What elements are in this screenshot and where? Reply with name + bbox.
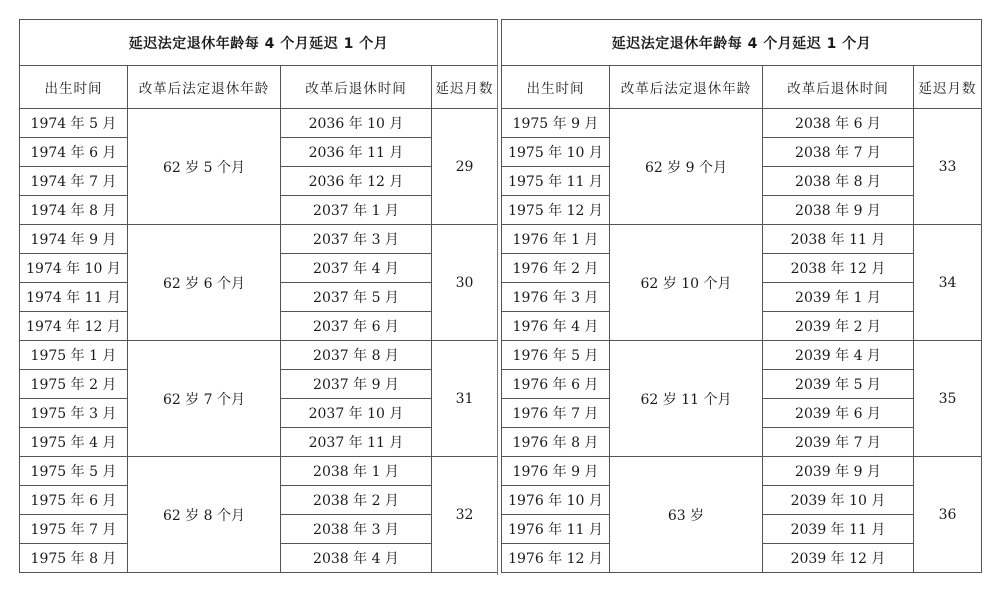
retirement-time-cell: 2036 年 12 月 xyxy=(281,167,432,196)
birth-time-cell: 1974 年 12 月 xyxy=(20,312,128,341)
table-row xyxy=(502,341,982,370)
header-retirement-time: 改革后退休时间 xyxy=(281,66,432,109)
birth-time-cell: 1975 年 3 月 xyxy=(20,399,128,428)
birth-time-cell: 1976 年 9 月 xyxy=(502,457,610,486)
delay-months-cell: 32 xyxy=(432,457,498,573)
delay-months-cell: 36 xyxy=(914,457,982,573)
table-title: 延迟法定退休年龄每 4 个月延迟 1 个月 xyxy=(502,20,982,66)
retirement-age-cell: 62 岁 11 个月 xyxy=(610,341,763,457)
header-row xyxy=(502,66,982,109)
retirement-age-cell: 62 岁 5 个月 xyxy=(128,109,281,225)
table-row xyxy=(502,457,982,486)
retirement-time-cell: 2037 年 8 月 xyxy=(281,341,432,370)
birth-time-cell: 1975 年 4 月 xyxy=(20,428,128,457)
birth-time-cell: 1975 年 7 月 xyxy=(20,515,128,544)
retirement-time-cell: 2036 年 10 月 xyxy=(281,109,432,138)
table-title: 延迟法定退休年龄每 4 个月延迟 1 个月 xyxy=(20,20,498,66)
retirement-time-cell: 2037 年 3 月 xyxy=(281,225,432,254)
birth-time-cell: 1976 年 5 月 xyxy=(502,341,610,370)
header-birth-time: 出生时间 xyxy=(20,66,128,109)
header-delay-months: 延迟月数 xyxy=(432,66,498,109)
birth-time-cell: 1975 年 12 月 xyxy=(502,196,610,225)
birth-time-cell: 1975 年 5 月 xyxy=(20,457,128,486)
birth-time-cell: 1974 年 9 月 xyxy=(20,225,128,254)
birth-time-cell: 1976 年 6 月 xyxy=(502,370,610,399)
retirement-time-cell: 2039 年 7 月 xyxy=(763,428,914,457)
birth-time-cell: 1976 年 7 月 xyxy=(502,399,610,428)
title-row xyxy=(502,20,982,66)
retirement-table xyxy=(19,19,498,573)
retirement-time-cell: 2038 年 8 月 xyxy=(763,167,914,196)
birth-time-cell: 1975 年 2 月 xyxy=(20,370,128,399)
table-row xyxy=(502,109,982,138)
birth-time-cell: 1975 年 10 月 xyxy=(502,138,610,167)
retirement-age-cell: 62 岁 6 个月 xyxy=(128,225,281,341)
header-delay-months: 延迟月数 xyxy=(914,66,982,109)
right-panel xyxy=(501,19,982,573)
birth-time-cell: 1974 年 6 月 xyxy=(20,138,128,167)
birth-time-cell: 1976 年 10 月 xyxy=(502,486,610,515)
birth-time-cell: 1974 年 11 月 xyxy=(20,283,128,312)
retirement-time-cell: 2039 年 9 月 xyxy=(763,457,914,486)
retirement-time-cell: 2039 年 5 月 xyxy=(763,370,914,399)
retirement-age-cell: 62 岁 9 个月 xyxy=(610,109,763,225)
retirement-time-cell: 2038 年 2 月 xyxy=(281,486,432,515)
retirement-time-cell: 2038 年 9 月 xyxy=(763,196,914,225)
birth-time-cell: 1976 年 12 月 xyxy=(502,544,610,573)
retirement-time-cell: 2038 年 4 月 xyxy=(281,544,432,573)
header-retirement-age: 改革后法定退休年龄 xyxy=(128,66,281,109)
birth-time-cell: 1975 年 1 月 xyxy=(20,341,128,370)
delay-months-cell: 33 xyxy=(914,109,982,225)
table-row xyxy=(502,225,982,254)
delay-months-cell: 35 xyxy=(914,341,982,457)
birth-time-cell: 1976 年 2 月 xyxy=(502,254,610,283)
table-row xyxy=(20,457,498,486)
retirement-time-cell: 2037 年 5 月 xyxy=(281,283,432,312)
retirement-time-cell: 2038 年 1 月 xyxy=(281,457,432,486)
birth-time-cell: 1974 年 5 月 xyxy=(20,109,128,138)
birth-time-cell: 1976 年 4 月 xyxy=(502,312,610,341)
delay-months-cell: 34 xyxy=(914,225,982,341)
title-row xyxy=(20,20,498,66)
table-row xyxy=(20,341,498,370)
retirement-time-cell: 2039 年 10 月 xyxy=(763,486,914,515)
birth-time-cell: 1974 年 10 月 xyxy=(20,254,128,283)
panel-divider xyxy=(497,19,498,575)
header-row xyxy=(20,66,498,109)
birth-time-cell: 1975 年 9 月 xyxy=(502,109,610,138)
retirement-time-cell: 2037 年 6 月 xyxy=(281,312,432,341)
retirement-time-cell: 2038 年 12 月 xyxy=(763,254,914,283)
retirement-age-cell: 63 岁 xyxy=(610,457,763,573)
birth-time-cell: 1975 年 6 月 xyxy=(20,486,128,515)
retirement-time-cell: 2039 年 6 月 xyxy=(763,399,914,428)
retirement-time-cell: 2037 年 4 月 xyxy=(281,254,432,283)
retirement-time-cell: 2039 年 2 月 xyxy=(763,312,914,341)
birth-time-cell: 1976 年 1 月 xyxy=(502,225,610,254)
retirement-table xyxy=(501,19,982,573)
retirement-age-cell: 62 岁 7 个月 xyxy=(128,341,281,457)
header-retirement-time: 改革后退休时间 xyxy=(763,66,914,109)
retirement-time-cell: 2037 年 11 月 xyxy=(281,428,432,457)
retirement-time-cell: 2038 年 6 月 xyxy=(763,109,914,138)
birth-time-cell: 1976 年 3 月 xyxy=(502,283,610,312)
retirement-time-cell: 2036 年 11 月 xyxy=(281,138,432,167)
retirement-time-cell: 2038 年 11 月 xyxy=(763,225,914,254)
retirement-time-cell: 2039 年 1 月 xyxy=(763,283,914,312)
retirement-age-cell: 62 岁 10 个月 xyxy=(610,225,763,341)
retirement-time-cell: 2037 年 1 月 xyxy=(281,196,432,225)
birth-time-cell: 1976 年 11 月 xyxy=(502,515,610,544)
birth-time-cell: 1975 年 8 月 xyxy=(20,544,128,573)
retirement-time-cell: 2038 年 7 月 xyxy=(763,138,914,167)
left-panel xyxy=(19,19,498,573)
retirement-time-cell: 2038 年 3 月 xyxy=(281,515,432,544)
retirement-time-cell: 2039 年 11 月 xyxy=(763,515,914,544)
birth-time-cell: 1975 年 11 月 xyxy=(502,167,610,196)
birth-time-cell: 1974 年 7 月 xyxy=(20,167,128,196)
header-birth-time: 出生时间 xyxy=(502,66,610,109)
birth-time-cell: 1976 年 8 月 xyxy=(502,428,610,457)
table-row xyxy=(20,109,498,138)
delay-months-cell: 30 xyxy=(432,225,498,341)
header-retirement-age: 改革后法定退休年龄 xyxy=(610,66,763,109)
delay-months-cell: 29 xyxy=(432,109,498,225)
retirement-time-cell: 2037 年 9 月 xyxy=(281,370,432,399)
birth-time-cell: 1974 年 8 月 xyxy=(20,196,128,225)
retirement-age-cell: 62 岁 8 个月 xyxy=(128,457,281,573)
retirement-time-cell: 2039 年 12 月 xyxy=(763,544,914,573)
delay-months-cell: 31 xyxy=(432,341,498,457)
retirement-time-cell: 2037 年 10 月 xyxy=(281,399,432,428)
retirement-time-cell: 2039 年 4 月 xyxy=(763,341,914,370)
table-row xyxy=(20,225,498,254)
